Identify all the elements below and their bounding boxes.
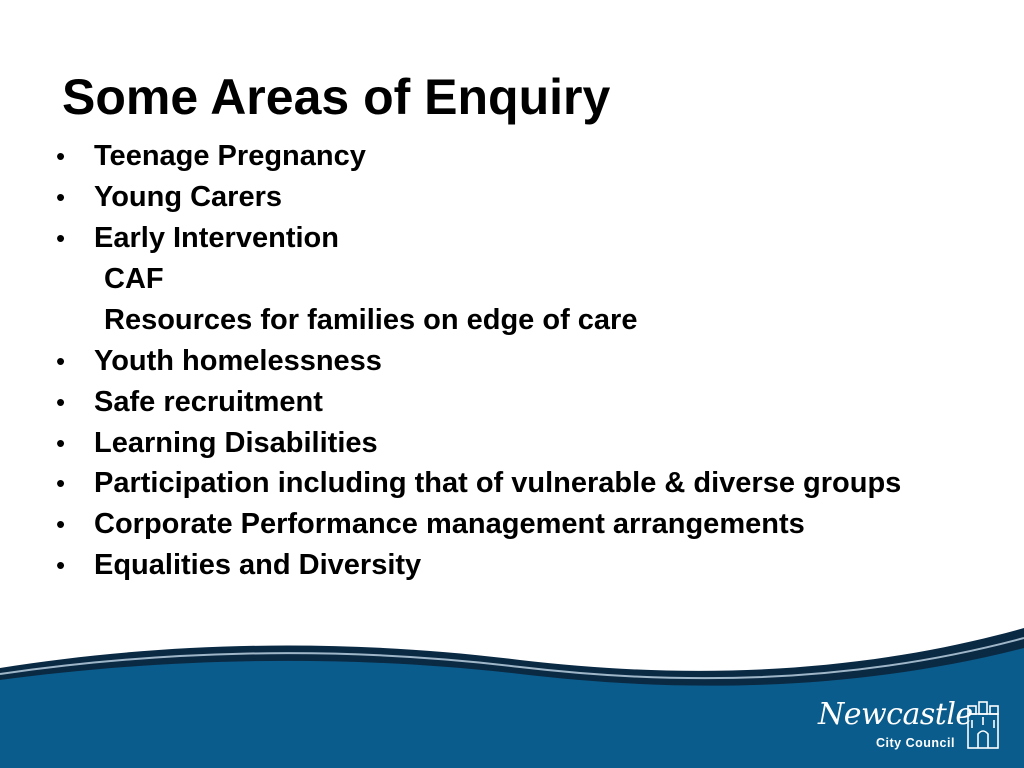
list-item	[56, 345, 956, 377]
list-item-text: Teenage Pregnancy	[94, 140, 366, 172]
bullet-icon: •	[56, 509, 66, 539]
bullet-icon: •	[56, 550, 66, 580]
bullet-icon: •	[56, 468, 66, 498]
logo-subtitle: City Council	[876, 736, 955, 750]
list-item-text: Young Carers	[94, 181, 283, 213]
bullet-icon: •	[56, 346, 66, 376]
list-item	[56, 508, 956, 540]
list-item	[56, 427, 956, 459]
sub-list-item	[56, 263, 956, 295]
list-item-text: Equalities and Diversity	[94, 549, 422, 581]
list-item-text: Early Intervention	[94, 222, 339, 254]
list-item-text: Safe recruitment	[94, 386, 323, 418]
bullet-icon: •	[56, 387, 66, 417]
list-item-text: Corporate Performance management arrangements	[94, 508, 805, 540]
list-item	[56, 468, 956, 499]
list-item-text: Youth homelessness	[94, 345, 382, 377]
slide-title: Some Areas of Enquiry	[62, 69, 611, 125]
bullet-icon: •	[56, 182, 66, 212]
bullet-icon: •	[56, 141, 66, 171]
bullet-list	[56, 140, 956, 590]
sub-list-item-text: CAF	[104, 263, 164, 295]
list-item	[56, 222, 956, 254]
list-item	[56, 386, 956, 418]
list-item-text: Learning Disabilities	[94, 427, 378, 459]
newcastle-logo	[818, 698, 1008, 756]
sub-list-item-text: Resources for families on edge of care	[104, 304, 638, 336]
bullet-icon: •	[56, 428, 66, 458]
bullet-icon: •	[56, 223, 66, 253]
logo-wordmark: Newcastle	[818, 697, 973, 732]
list-item	[56, 549, 956, 581]
list-item	[56, 140, 956, 172]
castle-crest-icon	[966, 700, 1000, 750]
list-item	[56, 181, 956, 213]
list-item-text: Participation including that of vulnerable & diverse groups	[94, 467, 902, 499]
sub-list-item	[56, 304, 956, 336]
